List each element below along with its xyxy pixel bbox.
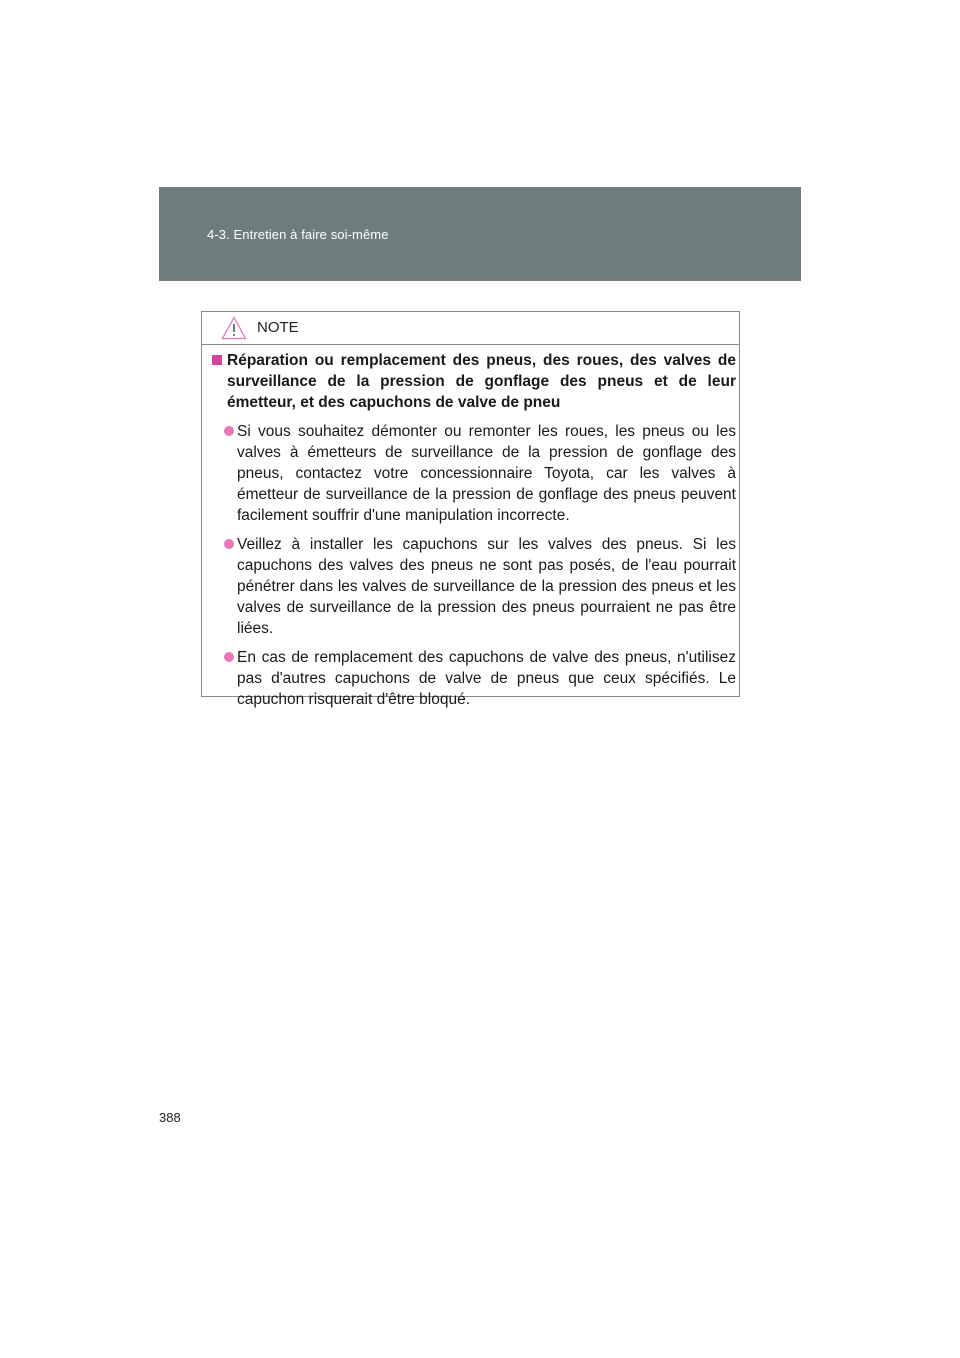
dot-bullet-icon	[224, 652, 234, 662]
note-header	[202, 312, 739, 345]
list-item-text: En cas de remplacement des capuchons de valve des pneus, n'utilisez pas d'autres capuchons de valve de pneus que ceux spécifiés. Le capuchon risquerait d'être bloqué.	[237, 649, 736, 708]
note-label: NOTE	[257, 319, 299, 336]
note-box	[201, 311, 740, 708]
dot-bullet-icon	[224, 426, 234, 436]
warning-triangle-icon	[221, 316, 247, 340]
section-header-band	[159, 187, 801, 281]
section-title: 4-3. Entretien à faire soi-même	[207, 227, 389, 242]
square-bullet-icon	[212, 355, 222, 365]
note-subheading-text: Réparation ou remplacement des pneus, des roues, des valves de surveillance de la pression de gonflage des pneus et de leur émetteur, et des capuchons de valve de pneu	[227, 352, 736, 411]
dot-bullet-icon	[224, 539, 234, 549]
note-subheading	[212, 350, 736, 413]
note-content	[212, 350, 736, 718]
list-item-text: Si vous souhaitez démonter ou remonter les roues, les pneus ou les valves à émetteurs de surveillance de la pression de gonflage des pneus, contactez votre concessionnaire Toyota, car les valves à émetteur de surveillance de la pression de gonflage des pneus peuvent facilement souffrir d'une manipulation incorrecte.	[237, 423, 736, 524]
list-item	[212, 421, 736, 526]
list-item	[212, 647, 736, 710]
list-item-text: Veillez à installer les capuchons sur les valves des pneus. Si les capuchons des valves des pneus ne sont pas posés, de l'eau pourrait pénétrer dans les valves de surveillance de la pression des pneus et les valves de surveillance de la pression des pneus pourraient ne pas être liées.	[237, 536, 736, 637]
page-number: 388	[159, 1110, 181, 1125]
list-item	[212, 534, 736, 639]
note-bullet-list	[212, 421, 736, 710]
